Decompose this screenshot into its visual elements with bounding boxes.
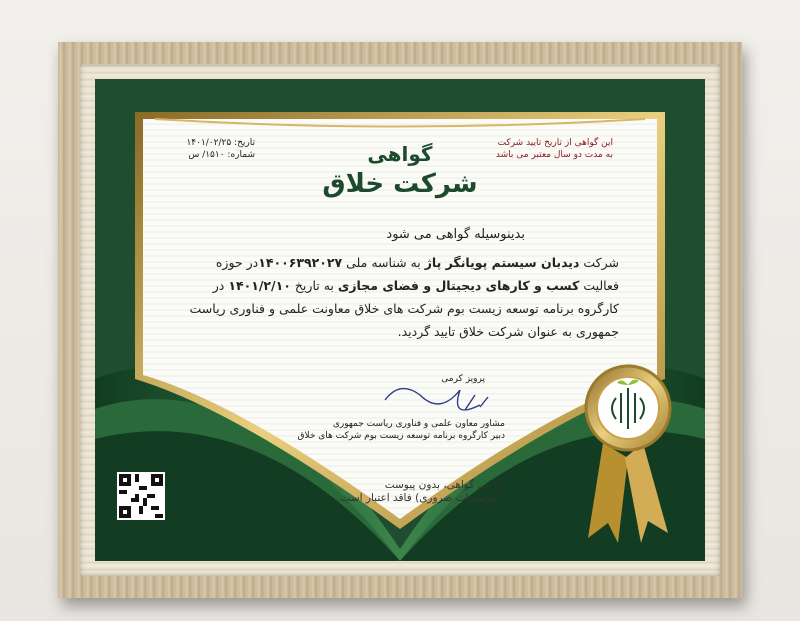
certificate-body: [183, 251, 619, 343]
signer-name: پرویز کرمی: [441, 374, 485, 384]
body-part-2: به شناسه ملی: [342, 255, 425, 270]
note-line-2: (توضیحات ضروری) فاقد اعتبار است.: [337, 492, 500, 504]
attachment-note: [320, 479, 500, 505]
activity-field: کسب و کارهای دیجیتال و فضای مجازی: [337, 278, 580, 293]
national-id: ۱۴۰۰۶۳۹۲۰۲۷: [258, 255, 343, 270]
certificate-title: گواهی: [367, 142, 433, 166]
validity-line-2: به مدت دو سال معتبر می باشد: [495, 150, 613, 160]
brain-tree-seal-icon: [573, 363, 683, 543]
certificate-subtitle: شرکت خلاق: [322, 169, 478, 199]
number-line: شماره: ۱۵۱۰/ س: [188, 150, 255, 160]
body-part-5: در کارگروه برنامه توسعه زیست بوم شرکت های خلاق معاونت علمی و فناوری ریاست جمهوری به عنوان شرکت خلاق تایید گردید.: [189, 278, 619, 339]
approval-date: ۱۴۰۱/۲/۱۰: [228, 278, 291, 293]
qr-code-icon: [117, 472, 165, 520]
date-line: تاریخ: ۱۴۰۱/۰۲/۲۵: [186, 138, 255, 148]
body-part-4: به تاریخ: [290, 278, 338, 293]
note-line-1: * این گواهی، بدون پیوست: [384, 479, 500, 491]
company-name: دیدبان سیستم پویانگر پاژ: [424, 255, 580, 270]
date-number-block: [165, 137, 255, 161]
certificate: [95, 79, 705, 561]
body-part-1: شرکت: [579, 255, 619, 270]
signer-role-2: دبیر کارگروه برنامه توسعه زیست بوم شرکت های خلاق: [297, 431, 505, 441]
intro-line: بدینوسیله گواهی می شود: [386, 227, 525, 242]
validity-line-1: این گواهی از تاریخ تایید شرکت: [497, 138, 613, 148]
validity-note: [463, 137, 613, 161]
body-part-3: در حوزه فعالیت: [215, 255, 619, 293]
signer-role-1: مشاور معاون علمی و فناوری ریاست جمهوری: [332, 419, 505, 429]
